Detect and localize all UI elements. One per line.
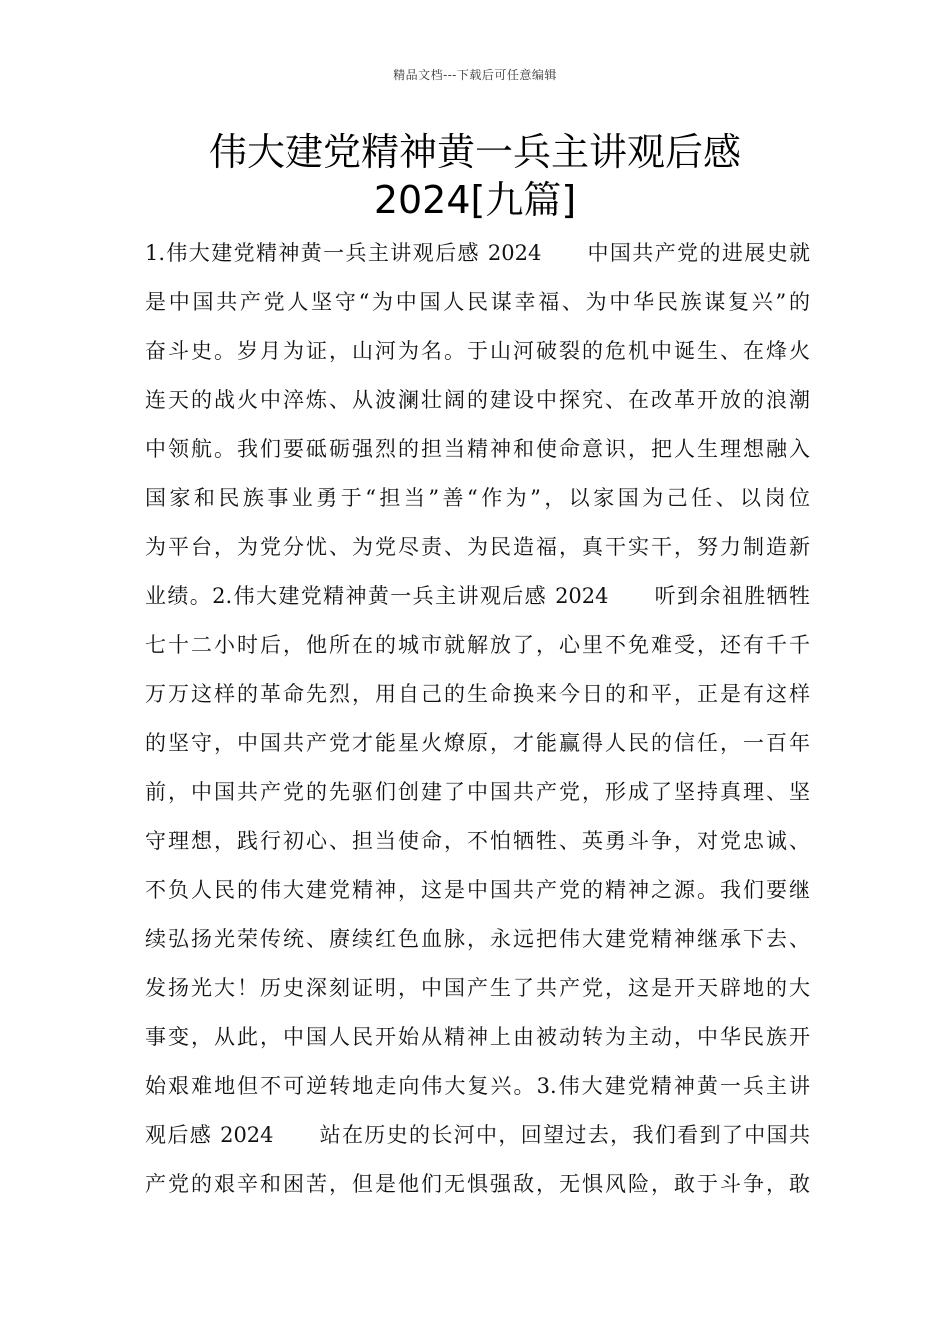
body-line: 万万这样的革命先烈，用自己的生命换来今日的和平，正是有这样 — [145, 682, 810, 706]
body-line: 中领航。我们要砥砺强烈的担当精神和使命意识，把人生理想融入 — [145, 437, 810, 461]
body-line: 事变，从此，中国人民开始从精神上由被动转为主动，中华民族开 — [145, 1025, 810, 1049]
page-header: 精品文档---下载后可任意编辑 — [393, 68, 557, 82]
body-line: 观后感 2024 站在历史的长河中，回望过去，我们看到了中国共 — [145, 1123, 810, 1147]
body-line: 奋斗史。岁月为证，山河为名。于山河破裂的危机中诞生、在烽火 — [145, 339, 810, 363]
body-line: 续弘扬光荣传统、赓续红色血脉，永远把伟大建党精神继承下去、 — [145, 927, 810, 951]
body-line: 国家和民族事业勇于“担当”善“作为”，以家国为己任、以岗位 — [145, 486, 810, 510]
body-line: 为平台，为党分忧、为党尽责、为民造福，真干实干，努力制造新 — [145, 535, 810, 559]
document-title-line-2: 2024[九篇] — [373, 178, 577, 222]
body-line: 是中国共产党人坚守“为中国人民谋幸福、为中华民族谋复兴”的 — [145, 290, 810, 314]
body-line: 发扬光大！历史深刻证明，中国产生了共产党，这是开天辟地的大 — [145, 976, 810, 1000]
body-line: 七十二小时后，他所在的城市就解放了，心里不免难受，还有千千 — [145, 633, 810, 657]
body-line: 产党的艰辛和困苦，但是他们无惧强敌，无惧风险，敢于斗争，敢 — [145, 1172, 810, 1196]
body-line: 连天的战火中淬炼、从波澜壮阔的建设中探究、在改革开放的浪潮 — [145, 388, 810, 412]
document-title-line-1: 伟大建党精神黄一兵主讲观后感 — [208, 130, 741, 174]
body-line: 不负人民的伟大建党精神，这是中国共产党的精神之源。我们要继 — [145, 878, 810, 902]
body-line: 守理想，践行初心、担当使命，不怕牺牲、英勇斗争，对党忠诚、 — [145, 829, 810, 853]
body-line: 业绩。2.伟大建党精神黄一兵主讲观后感 2024 听到余祖胜牺牲 — [145, 584, 810, 608]
document-body — [145, 229, 810, 1209]
body-line: 始艰难地但不可逆转地走向伟大复兴。3.伟大建党精神黄一兵主讲 — [145, 1074, 810, 1098]
body-line: 前，中国共产党的先驱们创建了中国共产党，形成了坚持真理、坚 — [145, 780, 810, 804]
body-line: 的坚守，中国共产党才能星火燎原，才能赢得人民的信任，一百年 — [145, 731, 810, 755]
body-line: 1.伟大建党精神黄一兵主讲观后感 2024 中国共产党的进展史就 — [145, 241, 810, 265]
document-title — [0, 128, 950, 224]
